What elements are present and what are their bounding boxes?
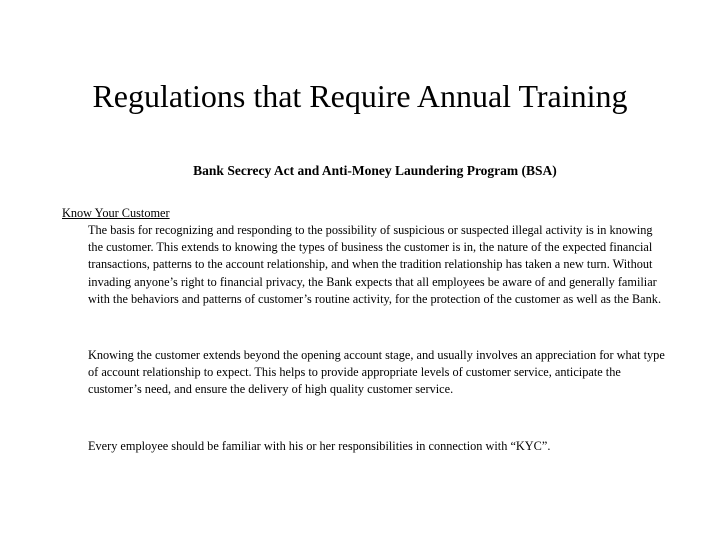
slide-title: Regulations that Require Annual Training <box>92 78 628 114</box>
slide-subtitle: Bank Secrecy Act and Anti-Money Laundering Program (BSA) <box>193 163 557 178</box>
paragraph-kyc-basis: The basis for recognizing and responding to the possibility of suspicious or suspected illegal activity is in knowing the customer. This extends to knowing the types of business the customer is in, the nature of the expected financial transactions, patterns to the account relationship, and when the tradition relationship has taken a new turn. Without invading anyone’s right to financial privacy, the Bank expects that all employees be aware of and generally familiar with the behaviors and patterns of customer’s routine activity, for the protection of the customer as well as the Bank. <box>88 223 662 306</box>
paragraph-kyc-beyond-opening: Knowing the customer extends beyond the opening account stage, and usually involves an appreciation for what type of account relationship to expect. This helps to provide appropriate levels of customer service, anticipate the customer’s need, and ensure the delivery of high quality customer service. <box>88 348 665 397</box>
section-heading-kyc: Know Your Customer <box>62 206 170 220</box>
paragraph-kyc-responsibility: Every employee should be familiar with his or her responsibilities in connection with “KYC”. <box>88 439 551 453</box>
